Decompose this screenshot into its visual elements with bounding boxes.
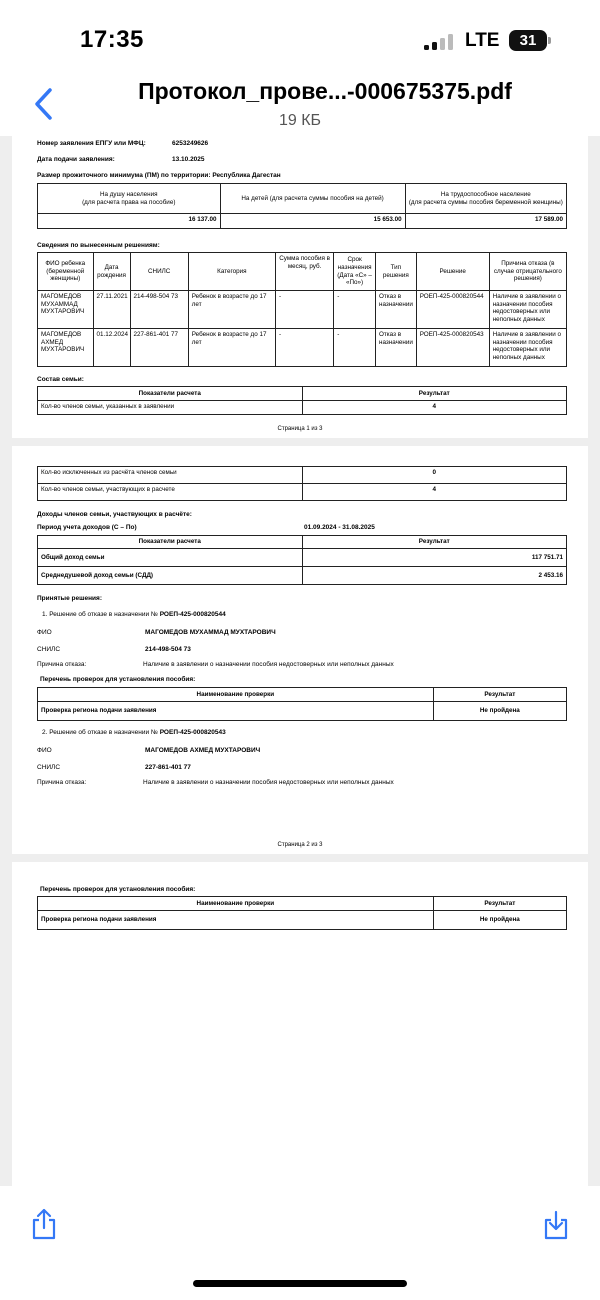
status-time: 17:35 (80, 26, 144, 53)
cellular-signal-icon (424, 34, 458, 50)
pdf-page-1 (12, 136, 588, 438)
col-period: Срок назначения (Дата «С» – «По») (334, 253, 376, 291)
bottom-toolbar (0, 1186, 600, 1300)
decisions-title: Сведения по вынесенным решениям: (37, 242, 160, 249)
family-table-continued (37, 466, 567, 501)
table-row: Проверка региона подачи заявления Не пройдена (38, 702, 567, 721)
decisions-table (37, 252, 567, 367)
table-row: Кол-во исключенных из расчёта членов семьи 0 (38, 467, 567, 484)
decision-2-snils: 227-861-401 77 (145, 764, 191, 771)
table-row: Общий доход семьи 117 751.71 (38, 549, 567, 567)
pm-table (37, 183, 567, 229)
col-birth-date: Дата рождения (93, 253, 130, 291)
download-icon (542, 1210, 570, 1240)
decision-1-reason: Наличие в заявлении о назначении пособия недостоверных или неполных данных (143, 661, 394, 668)
income-table: Показатели расчета Результат Общий доход семьи 117 751.71 Среднедушевой доход семьи (СДД) 2 453.16 (37, 535, 567, 585)
pm-header-per-capita: На душу населения (для расчета права на пособие) (38, 184, 221, 214)
decision-1-heading: 1. Решение об отказе в назначении № РОЕП-425-000820544 (42, 611, 226, 618)
app-number-label: Номер заявления ЕПГУ или МФЦ: (37, 140, 146, 147)
col-decision: Решение (416, 253, 489, 291)
col-category: Категория (188, 253, 275, 291)
pm-header-working: На трудоспособное население (для расчета суммы пособия беременной женщины) (405, 184, 566, 214)
battery-icon: 31 (509, 30, 547, 51)
viewer-header (0, 78, 600, 136)
pm-value-children: 15 653.00 (220, 214, 405, 229)
status-bar (0, 0, 600, 78)
pm-value-per-capita: 16 137.00 (38, 214, 221, 229)
col-fio: ФИО ребенка (беременной женщины) (38, 253, 94, 291)
col-amount: Сумма пособия в месяц, руб. (276, 253, 334, 291)
share-icon (30, 1208, 58, 1240)
app-date: 13.10.2025 (172, 156, 205, 163)
decision-2-fio: МАГОМЕДОВ АХМЕД МУХТАРОВИЧ (145, 747, 261, 754)
pdf-page-3 (12, 862, 588, 1186)
table-row: Проверка региона подачи заявления Не пройдена (38, 911, 567, 930)
family-title: Состав семьи: (37, 376, 84, 383)
pdf-viewer[interactable] (0, 136, 600, 1186)
pm-header-children: На детей (для расчета суммы пособия на детей) (220, 184, 405, 214)
network-type: LTE (465, 30, 500, 51)
pm-title: Размер прожиточного минимума (ПМ) по территории: Республика Дагестан (37, 172, 281, 179)
checks-table: Наименование проверки Результат Проверка региона подачи заявления Не пройдена (37, 687, 567, 721)
decision-1-snils: 214-498-504 73 (145, 646, 191, 653)
battery-cap (548, 37, 551, 44)
checks-title: Перечень проверок для установления пособия: (40, 886, 196, 893)
page-number: Страница 2 из 3 (277, 842, 323, 848)
checks-title: Перечень проверок для установления пособия: (40, 676, 196, 683)
document-size: 19 КБ (278, 112, 322, 129)
home-indicator[interactable] (193, 1280, 407, 1287)
income-title: Доходы членов семьи, участвующих в расчёте: (37, 511, 192, 518)
decision-2-heading: 2. Решение об отказе в назначении № РОЕП-425-000820543 (42, 729, 226, 736)
pdf-page-2: Кол-во исключенных из расчёта членов семьи 0 Кол-во членов семьи, участвующих в расчете 4 Доходы членов семьи, участвующих в расчёте: Период учета доходов (С – По) 01.09.2024 - 31.08.2025 Показатели расчета Результат Общий доход семьи 117 751.71 Среднедушевой доход семьи (СДД) 2 453.16 Принятые решения: 1. Решение об отказе в назначении № РОЕП-425-000820544 ФИО МАГОМЕДОВ МУХАММАД МУХТАРОВИЧ СНИЛС 214-498-504 73 Причина отказа: Наличие в заявлении о назначении пособия недостоверных или неполных данных Перечень проверок для установления пособия: Наименование проверки Результат Проверка региона подачи заявления Не пройдена 2. Решение об отказе в назначении № РОЕП-425-000820543 ФИО МАГОМЕДОВ АХМЕД МУХТАРОВИЧ СНИЛС 227-861-401 77 Причина отказа: Наличие в заявлении о назначении пособия недостоверных или неполных данных Страница 2 из 3 (12, 446, 588, 854)
app-date-label: Дата подачи заявления: (37, 156, 115, 163)
table-row: МАГОМЕДОВ АХМЕД МУХТАРОВИЧ 01.12.2024 227-861-401 77 Ребенок в возрасте до 17 лет - - Отказ в назначении РОЕП-425-000820543 Наличие в заявлении о назначении пособия недостоверных или неполных данных (38, 329, 567, 367)
period-value: 01.09.2024 - 31.08.2025 (304, 524, 375, 531)
table-row: Кол-во членов семьи, участвующих в расчете 4 (38, 484, 567, 501)
decision-1-fio: МАГОМЕДОВ МУХАММАД МУХТАРОВИЧ (145, 629, 276, 636)
download-button[interactable] (542, 1210, 570, 1240)
pm-value-working: 17 589.00 (405, 214, 566, 229)
period-label: Период учета доходов (С – По) (37, 524, 137, 531)
family-table: Показатели расчета Результат Кол-во членов семьи, указанных в заявлении 4 (37, 386, 567, 415)
reason-label: Причина отказа: (37, 661, 87, 668)
checks-table: Наименование проверки Результат Проверка региона подачи заявления Не пройдена (37, 896, 567, 930)
col-decision-type: Тип решения (375, 253, 416, 291)
table-row: Среднедушевой доход семьи (СДД) 2 453.16 (38, 567, 567, 585)
col-reason: Причина отказа (в случае отрицательного решения) (489, 253, 566, 291)
snils-label: СНИЛС (37, 646, 61, 653)
page-number: Страница 1 из 3 (277, 426, 323, 432)
share-button[interactable] (30, 1208, 58, 1240)
accepted-decisions-title: Принятые решения: (37, 595, 103, 602)
col-snils: СНИЛС (130, 253, 188, 291)
table-row: МАГОМЕДОВ МУХАММАД МУХТАРОВИЧ 27.11.2021 214-498-504 73 Ребенок в возрасте до 17 лет - - Отказ в назначении РОЕП-425-000820544 Наличие в заявлении о назначении пособия недостоверных или неполных данных (38, 291, 567, 329)
app-number: 6253249626 (172, 140, 209, 147)
document-title: Протокол_прове...-000675375.pdf (138, 78, 512, 104)
table-row: Кол-во членов семьи, указанных в заявлении 4 (38, 401, 567, 415)
decision-2-reason: Наличие в заявлении о назначении пособия недостоверных или неполных данных (143, 779, 394, 786)
fio-label: ФИО (37, 629, 52, 636)
